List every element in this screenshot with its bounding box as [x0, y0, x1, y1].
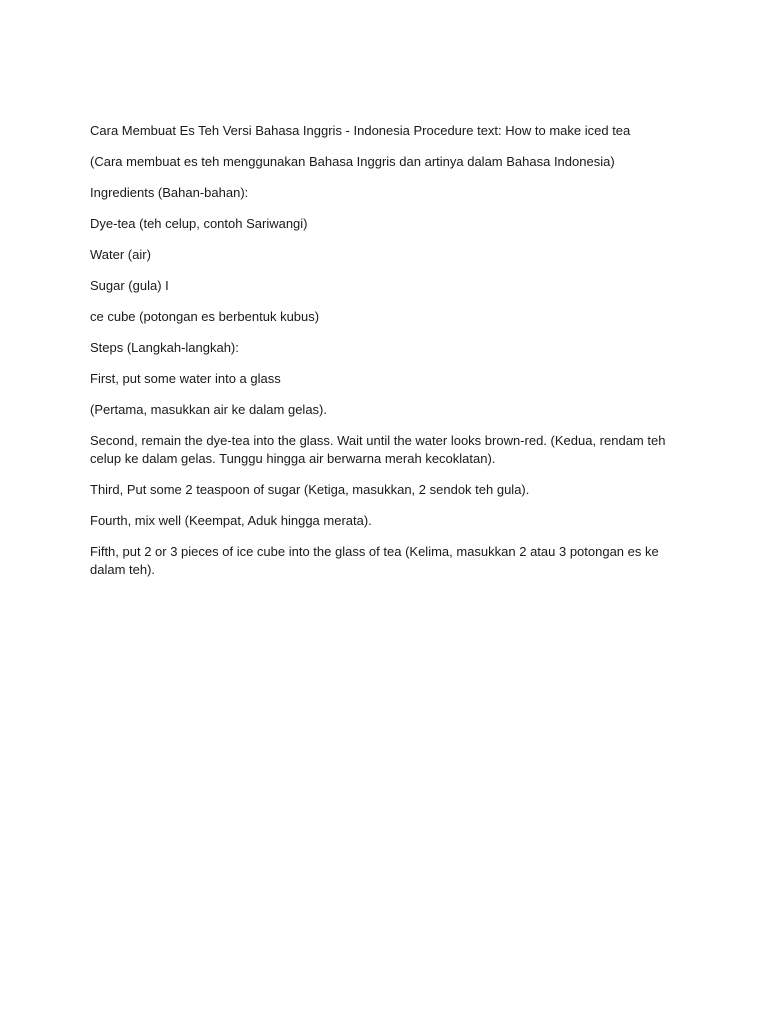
ingredient-item: Dye-tea (teh celup, contoh Sariwangi): [90, 216, 308, 231]
step-item: Fifth, put 2 or 3 pieces of ice cube into the glass of tea (Kelima, masukkan 2 atau 3 potongan es ke dalam teh).: [90, 544, 659, 577]
step-item: First, put some water into a glass: [90, 371, 281, 386]
step-item: (Pertama, masukkan air ke dalam gelas).: [90, 402, 327, 417]
ingredient-item: ce cube (potongan es berbentuk kubus): [90, 309, 320, 324]
document-title: Cara Membuat Es Teh Versi Bahasa Inggris - Indonesia Procedure text: How to make iced tea: [90, 123, 631, 138]
ingredients-heading: Ingredients (Bahan-bahan):: [90, 185, 249, 200]
document-subtitle: (Cara membuat es teh menggunakan Bahasa Inggris dan artinya dalam Bahasa Indonesia): [90, 154, 615, 169]
step-item: Third, Put some 2 teaspoon of sugar (Ketiga, masukkan, 2 sendok teh gula).: [90, 482, 530, 497]
steps-heading: Steps (Langkah-langkah):: [90, 340, 239, 355]
step-item: Fourth, mix well (Keempat, Aduk hingga merata).: [90, 513, 372, 528]
ingredient-item: Water (air): [90, 247, 151, 262]
step-item: Second, remain the dye-tea into the glass. Wait until the water looks brown-red. (Kedua, rendam teh celup ke dalam gelas. Tunggu hingga air berwarna merah kecoklatan).: [90, 433, 666, 466]
ingredient-item: Sugar (gula) I: [90, 278, 169, 293]
document-body: [90, 122, 690, 592]
